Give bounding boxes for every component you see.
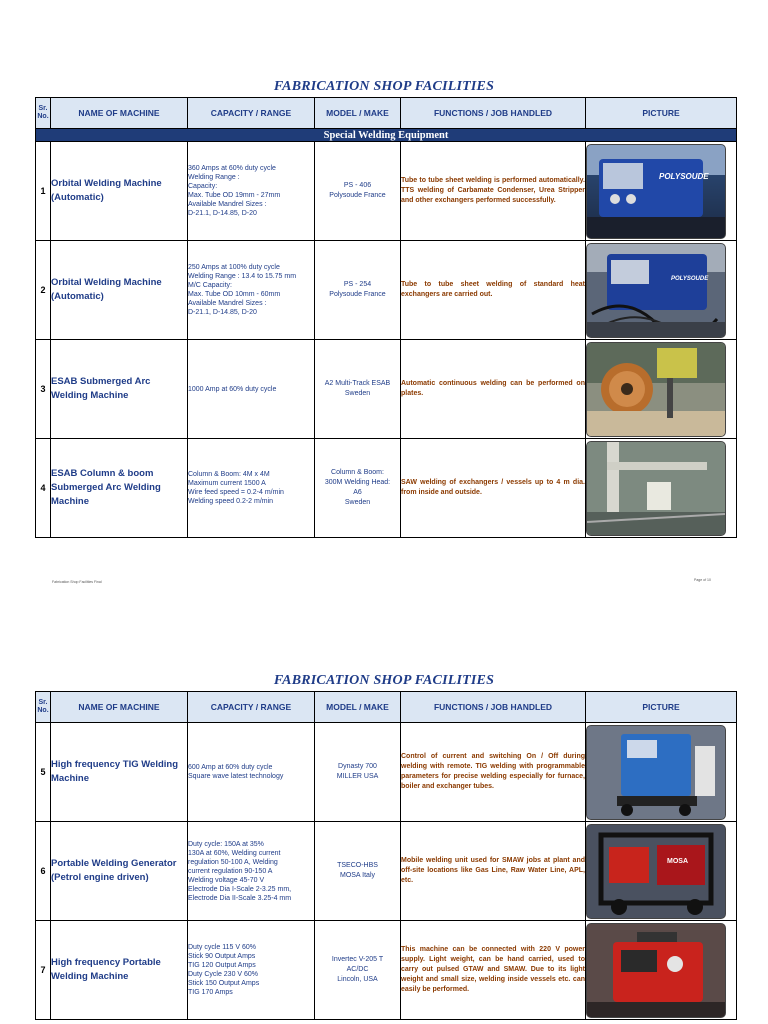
table-row xyxy=(36,142,737,241)
capacity-line: Wire feed speed = 0.2-4 m/min xyxy=(188,489,284,496)
capacity-cell xyxy=(188,921,315,1020)
capacity-line: D-21.1, D-14.85, D-20 xyxy=(188,309,257,316)
equipment-table-page2 xyxy=(35,691,737,1020)
row-sr: 4 xyxy=(36,439,51,538)
row-sr: 2 xyxy=(36,241,51,340)
model-line: Sweden xyxy=(344,499,371,506)
capacity-line: 1000 Amp at 60% duty cycle xyxy=(188,385,277,393)
table-row xyxy=(36,439,737,538)
table-row xyxy=(36,340,737,439)
capacity-line: Max. Tube OD 19mm - 27mm xyxy=(188,192,281,199)
table-row xyxy=(36,921,737,1020)
model-cell xyxy=(315,142,401,241)
footer-filename: Fabrication Shop Facilities Final xyxy=(52,580,102,584)
page-title-2: FABRICATION SHOP FACILITIES xyxy=(273,673,495,688)
model-line: MILLER USA xyxy=(336,773,379,780)
capacity-line: Duty Cycle 230 V 60% xyxy=(188,971,259,978)
model-line: Polysoude France xyxy=(329,291,386,298)
page-title: FABRICATION SHOP FACILITIES xyxy=(273,79,495,94)
capacity-line: Electrode Dia II-Scale 3.25-4 mm xyxy=(188,894,292,902)
capacity-line: M/C Capacity: xyxy=(188,282,232,289)
capacity-line: Maximum current 1500 A xyxy=(188,480,266,487)
row-sr: 3 xyxy=(36,340,51,439)
tig-welder-photo xyxy=(586,725,726,820)
capacity-line: regulation 50-100 A, Welding xyxy=(188,858,278,866)
table-header-row xyxy=(36,98,737,129)
model-cell xyxy=(315,822,401,921)
header-sr: Sr. No. xyxy=(36,692,51,723)
capacity-line: Duty cycle 115 V 60% xyxy=(188,944,256,951)
capacity-cell xyxy=(188,723,315,822)
header-name: NAME OF MACHINE xyxy=(51,98,188,129)
photo-brand-label: MOSA xyxy=(667,857,688,865)
section-title: Special Welding Equipment xyxy=(36,129,737,142)
header-picture: PICTURE xyxy=(586,692,737,723)
functions-cell: Tube to tube sheet welding of standard heat exchangers are carried out. xyxy=(401,241,586,340)
machine-name: ESAB Column & boom Submerged Arc Welding Machine xyxy=(51,439,188,538)
equipment-table-page1 xyxy=(35,97,737,538)
functions-cell: Control of current and switching On / Off during welding with remote. TIG welding with programmable parameters for precise welding especially for furnace, boiler and exchanger tubes. xyxy=(401,723,586,822)
machine-name: Orbital Welding Machine (Automatic) xyxy=(51,142,188,241)
capacity-line: Column & Boom: 4M x 4M xyxy=(188,471,270,478)
functions-cell: SAW welding of exchangers / vessels up to 4 m dia. from inside and outside. xyxy=(401,439,586,538)
header-model: MODEL / MAKE xyxy=(315,692,401,723)
model-cell xyxy=(315,241,401,340)
capacity-cell xyxy=(188,822,315,921)
capacity-line: 360 Amps at 60% duty cycle xyxy=(188,165,276,172)
portable-welder-photo xyxy=(586,923,726,1018)
capacity-line: 130A at 60%, Welding current xyxy=(188,849,281,857)
machine-name: Portable Welding Generator (Petrol engine driven) xyxy=(51,822,188,921)
capacity-line: Duty cycle: 150A at 35% xyxy=(188,840,264,848)
model-cell xyxy=(315,439,401,538)
header-sr: Sr. No. xyxy=(36,98,51,129)
capacity-cell xyxy=(188,439,315,538)
capacity-line: current regulation 90-150 A xyxy=(188,867,273,875)
capacity-line: 600 Amp at 60% duty cycle xyxy=(188,764,273,771)
photo-brand-label: POLYSOUDE xyxy=(671,275,709,282)
photo-brand-label: POLYSOUDE xyxy=(659,171,709,181)
machine-name: ESAB Submerged Arc Welding Machine xyxy=(51,340,188,439)
machine-name: Orbital Welding Machine (Automatic) xyxy=(51,241,188,340)
functions-cell: This machine can be connected with 220 V power supply. Light weight, can be hand carried, used to carry out pulsed GTAW and SMAW. Due to its light weight and small size, welding inside vessels etc. can easily be performed. xyxy=(401,921,586,1020)
model-line: TSECO-HBS xyxy=(337,862,378,869)
section-row xyxy=(36,129,737,142)
functions-cell: Mobile welding unit used for SMAW jobs at plant and off-site locations like Gas Line, Raw Water Line, APL, etc. xyxy=(401,822,586,921)
row-sr: 6 xyxy=(36,822,51,921)
model-line: Sweden xyxy=(344,390,371,397)
capacity-cell xyxy=(188,340,315,439)
picture-cell xyxy=(586,241,737,340)
capacity-line: TIG 170 Amps xyxy=(188,989,233,996)
capacity-cell xyxy=(188,142,315,241)
picture-cell xyxy=(586,921,737,1020)
capacity-line: Welding voltage 45-70 V xyxy=(188,876,265,884)
picture-cell xyxy=(586,439,737,538)
capacity-line: Square wave latest technology xyxy=(188,773,284,780)
picture-cell xyxy=(586,340,737,439)
model-cell xyxy=(315,340,401,439)
model-line: Dynasty 700 xyxy=(338,763,377,770)
capacity-line: 250 Amps at 100% duty cycle xyxy=(188,264,280,271)
capacity-line: D-21.1, D-14.85, D-20 xyxy=(188,210,257,217)
capacity-line: Stick 150 Output Amps xyxy=(188,980,260,987)
header-picture: PICTURE xyxy=(586,98,737,129)
functions-cell: Tube to tube sheet welding is performed automatically. TTS welding of Carbamate Condenser, Urea Stripper and other exchangers performed successfully. xyxy=(401,142,586,241)
header-functions: FUNCTIONS / JOB HANDLED xyxy=(401,98,586,129)
header-functions: FUNCTIONS / JOB HANDLED xyxy=(401,692,586,723)
model-line: Lincoln, USA xyxy=(337,976,378,983)
capacity-line: Electrode Dia I-Scale 2-3.25 mm, xyxy=(188,885,292,893)
functions-cell: Automatic continuous welding can be performed on plates. xyxy=(401,340,586,439)
table-row xyxy=(36,723,737,822)
welding-generator-photo xyxy=(586,824,726,919)
column-boom-welder-photo xyxy=(586,441,726,536)
machine-name: High frequency Portable Welding Machine xyxy=(51,921,188,1020)
model-cell xyxy=(315,723,401,822)
model-line: A2 Multi-Track ESAB xyxy=(324,380,391,387)
capacity-line: Available Mandrel Sizes : xyxy=(188,300,267,307)
orbital-welder-photo xyxy=(586,243,726,338)
submerged-arc-welder-photo xyxy=(586,342,726,437)
header-name: NAME OF MACHINE xyxy=(51,692,188,723)
capacity-cell xyxy=(188,241,315,340)
table-header-row xyxy=(36,692,737,723)
model-line: A6 xyxy=(353,489,362,496)
orbital-welder-photo xyxy=(586,144,726,239)
footer-page-number: Page of 10 xyxy=(694,578,711,582)
table-row xyxy=(36,241,737,340)
header-capacity: CAPACITY / RANGE xyxy=(188,692,315,723)
header-capacity: CAPACITY / RANGE xyxy=(188,98,315,129)
capacity-line: Welding Range : 13.4 to 15.75 mm xyxy=(188,273,297,280)
model-line: Polysoude France xyxy=(329,192,386,199)
capacity-line: TIG 120 Output Amps xyxy=(188,962,256,969)
model-cell xyxy=(315,921,401,1020)
model-line: Column & Boom: xyxy=(331,469,384,476)
capacity-line: Max. Tube OD 10mm - 60mm xyxy=(188,291,281,298)
model-line: PS - 254 xyxy=(343,281,372,288)
header-model: MODEL / MAKE xyxy=(315,98,401,129)
model-line: MOSA Italy xyxy=(339,872,375,879)
row-sr: 7 xyxy=(36,921,51,1020)
model-line: PS - 406 xyxy=(343,182,372,189)
capacity-line: Available Mandrel Sizes : xyxy=(188,201,267,208)
row-sr: 1 xyxy=(36,142,51,241)
picture-cell xyxy=(586,723,737,822)
row-sr: 5 xyxy=(36,723,51,822)
model-line: 300M Welding Head: xyxy=(324,479,391,486)
capacity-line: Capacity: xyxy=(188,183,218,190)
picture-cell xyxy=(586,142,737,241)
table-row xyxy=(36,822,737,921)
model-line: AC/DC xyxy=(346,966,369,973)
model-line: Invertec V-205 T xyxy=(331,956,384,963)
machine-name: High frequency TIG Welding Machine xyxy=(51,723,188,822)
capacity-line: Welding Range : xyxy=(188,174,240,181)
capacity-line: Stick 90 Output Amps xyxy=(188,953,256,960)
capacity-line: Welding speed 0.2-2 m/min xyxy=(188,498,274,505)
picture-cell xyxy=(586,822,737,921)
